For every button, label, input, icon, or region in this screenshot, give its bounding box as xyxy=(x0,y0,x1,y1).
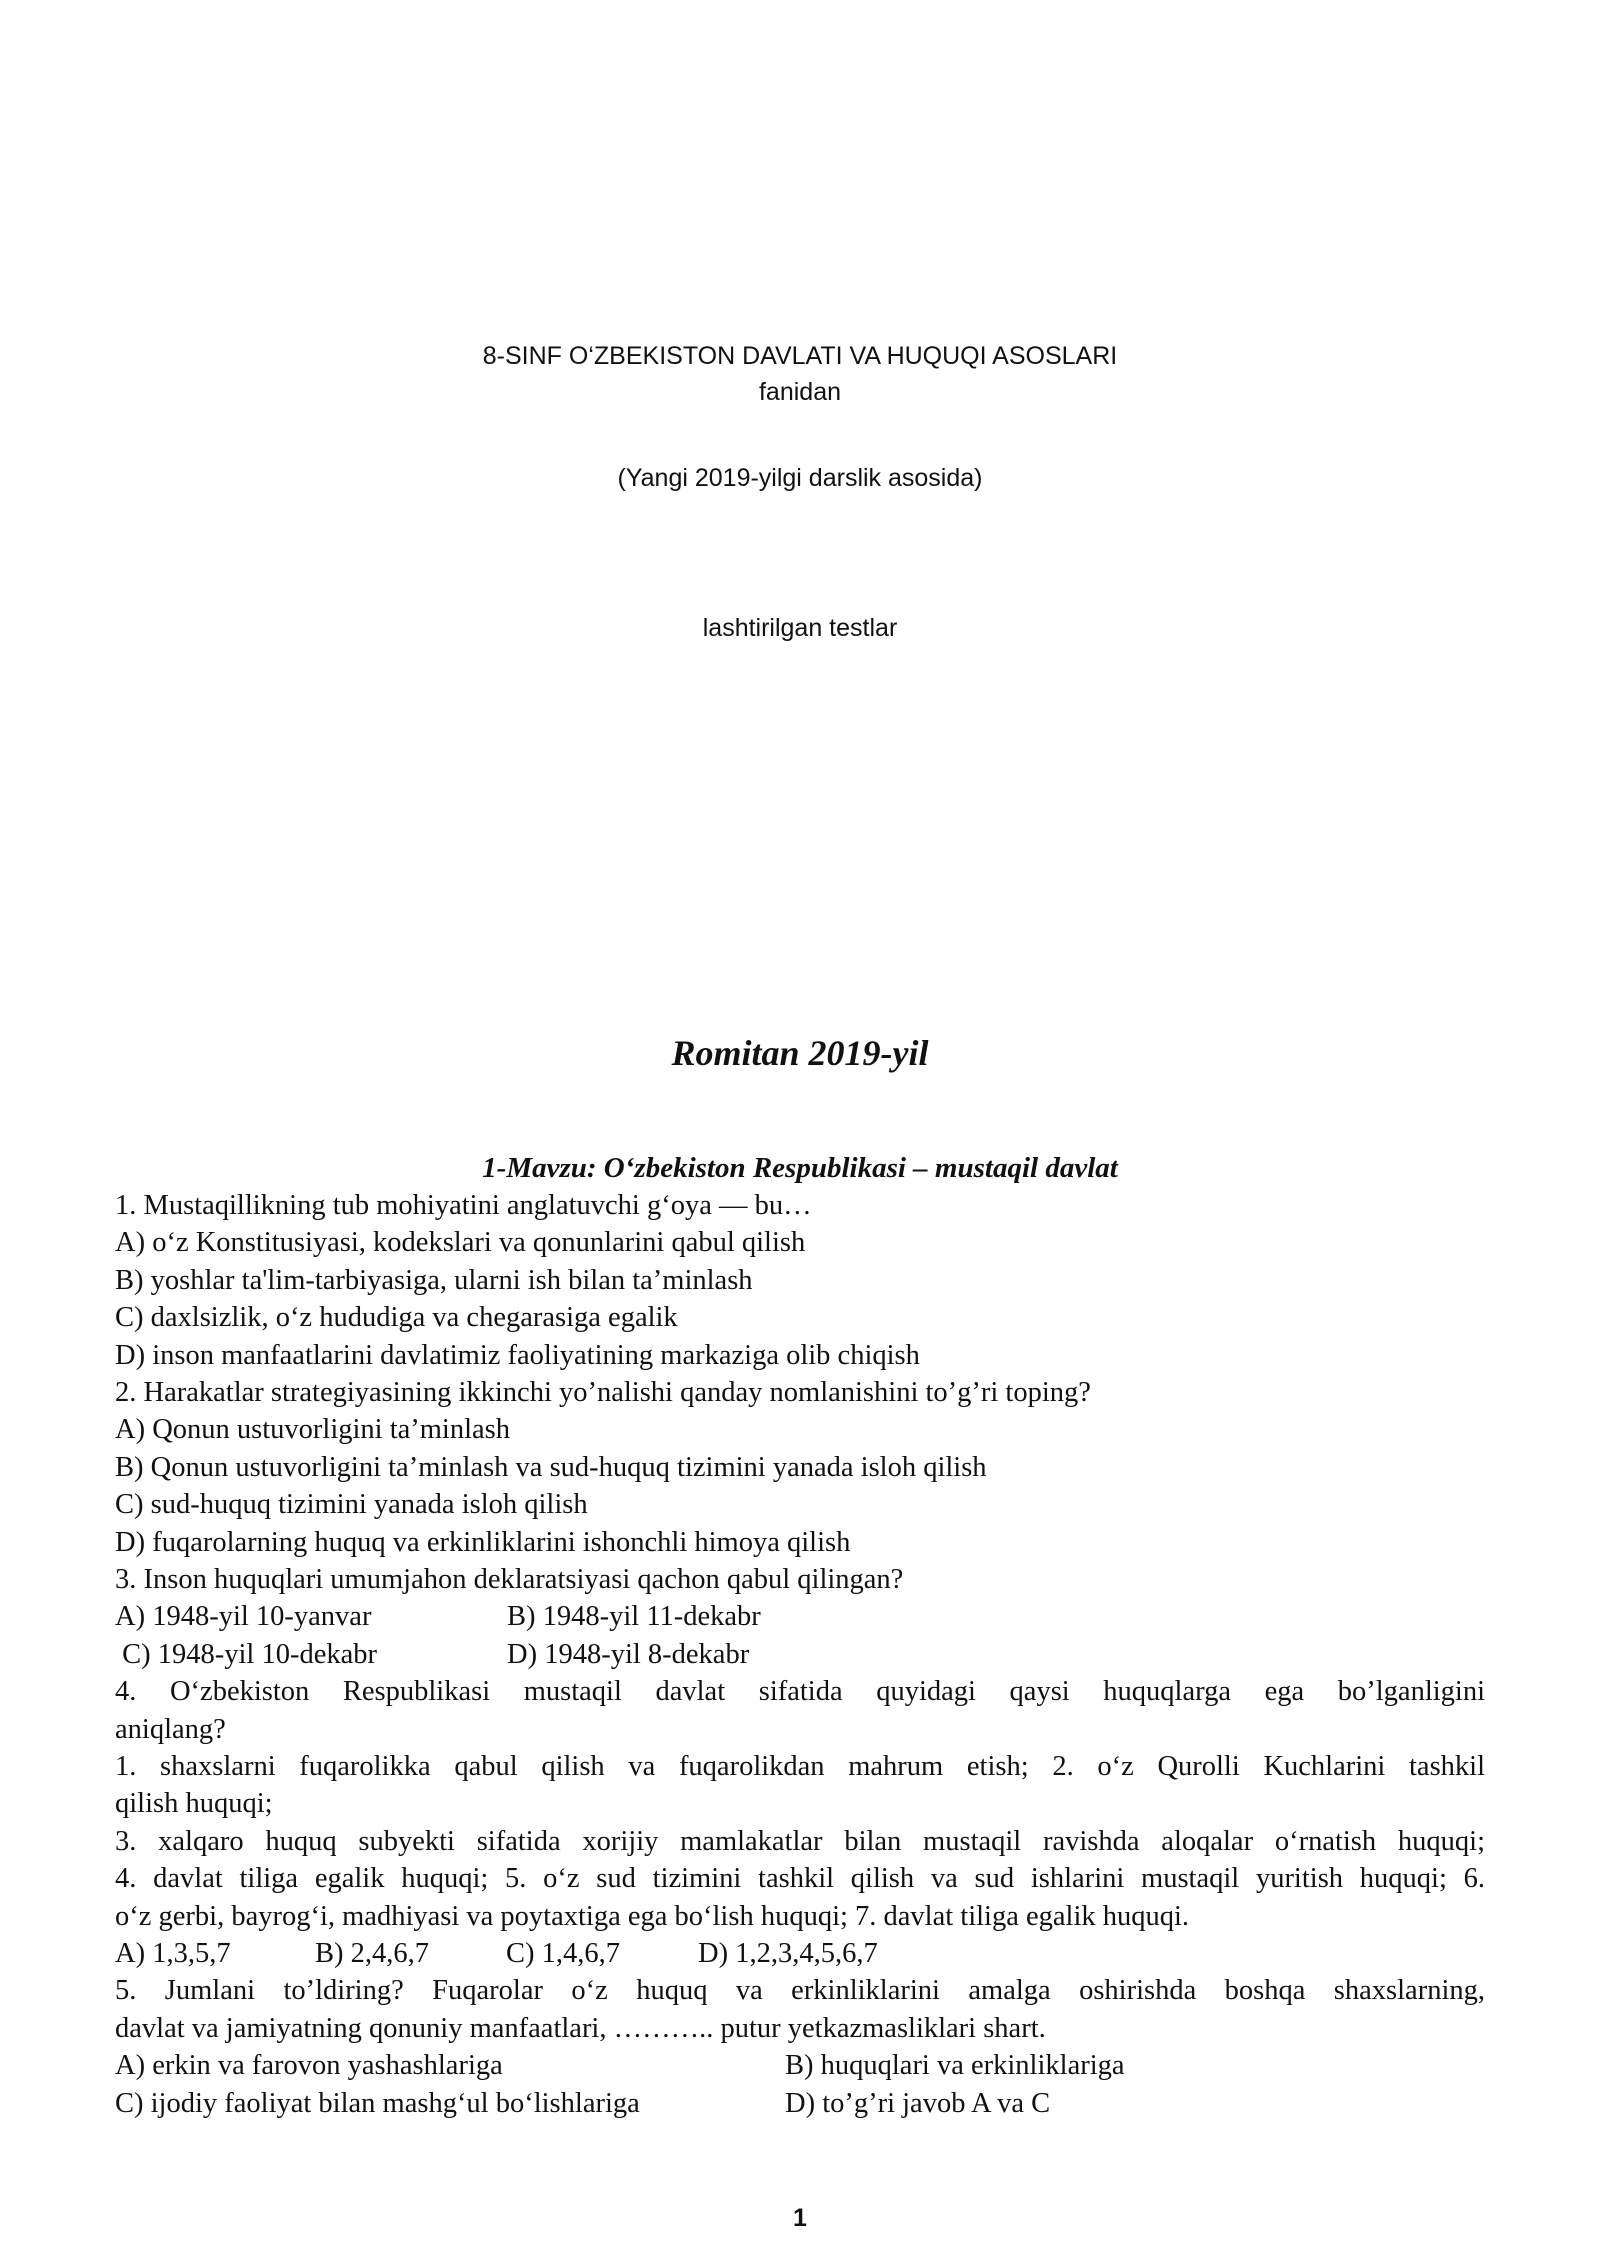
question-4-item-4-line-2: o‘z gerbi, bayrog‘i, madhiyasi va poytaxtiga ega bo‘lish huquqi; 7. davlat tiliga egalik huquqi. xyxy=(115,1900,1190,1932)
place-year-heading: Romitan 2019-yil xyxy=(671,1033,929,1073)
question-4-item-1-line-2: qilish huquqi; xyxy=(115,1788,273,1820)
question-5-option-a: A) erkin va farovon yashashlariga xyxy=(115,2050,503,2082)
document-subtitle: (Yangi 2019-yilgi darslik asosida) xyxy=(617,464,983,492)
document-title: 8-SINF O‘ZBEKISTON DAVLATI VA HUQUQI ASOSLARI xyxy=(482,342,1118,370)
question-5-options-row-2 xyxy=(115,2085,1485,2122)
question-1: 1. Mustaqillikning tub mohiyatini anglatuvchi g‘oya — bu… xyxy=(115,1190,812,1221)
question-4-option-c: C) 1,4,6,7 xyxy=(506,1938,620,1970)
question-1-option-c: C) daxlsizlik, o‘z hududiga va chegarasiga egalik xyxy=(115,1302,678,1334)
topic-title: 1-Mavzu: O‘zbekiston Respublikasi – mustaqil davlat xyxy=(482,1152,1118,1184)
test-body xyxy=(115,1187,1485,2122)
question-2-option-d: D) fuqarolarning huquq va erkinliklarini ishonchli himoya qilish xyxy=(115,1526,851,1558)
question-4-item-3: 3. xalqaro huquq subyekti sifatida xorijiy mamlakatlar bilan mustaqil ravishda aloqalar o‘rnatish huquqi; xyxy=(115,1825,1485,1857)
question-3-option-c: C) 1948-yil 10-dekabr xyxy=(115,1638,377,1670)
question-2: 2. Harakatlar strategiyasining ikkinchi yo’nalishi qanday nomlanishini to’g’ri toping? xyxy=(115,1377,1091,1409)
question-5-line-1: 5. Jumlani to’ldiring? Fuqarolar o‘z huquq va erkinliklarini amalga oshirishda boshqa shaxslarning, xyxy=(115,1975,1485,2007)
question-5-option-d: D) to’g’ri javob A va C xyxy=(785,2087,1051,2119)
question-4-line-2: aniqlang? xyxy=(115,1713,226,1745)
question-4-option-d: D) 1,2,3,4,5,6,7 xyxy=(698,1938,878,1970)
document-label: lashtirilgan testlar xyxy=(702,614,898,642)
question-5-line-2: davlat va jamiyatning qonuniy manfaatlari, ……….. putur yetkazmasliklari shart. xyxy=(115,2012,1046,2044)
question-4-option-b: B) 2,4,6,7 xyxy=(315,1938,429,1970)
question-4-option-a: A) 1,3,5,7 xyxy=(115,1938,231,1970)
question-1-option-b: B) yoshlar ta'lim-tarbiyasiga, ularni ish bilan ta’minlash xyxy=(115,1264,753,1296)
question-5-option-b: B) huquqlari va erkinliklariga xyxy=(785,2050,1125,2082)
question-3-option-b: B) 1948-yil 11-dekabr xyxy=(507,1601,761,1633)
question-4-options-row xyxy=(115,1935,1485,1972)
page-number: 1 xyxy=(793,2204,807,2232)
question-3: 3. Inson huquqlari umumjahon deklaratsiyasi qachon qabul qilingan? xyxy=(115,1564,904,1596)
question-4-item-4-line-1: 4. davlat tiliga egalik huquqi; 5. o‘z sud tizimini tashkil qilish va sud ishlarini mustaqil yuritish huquqi; 6. xyxy=(115,1863,1485,1895)
question-2-option-c: C) sud-huquq tizimini yanada isloh qilish xyxy=(115,1489,588,1521)
question-3-option-a: A) 1948-yil 10-yanvar xyxy=(115,1601,372,1633)
question-3-option-d: D) 1948-yil 8-dekabr xyxy=(507,1638,750,1670)
question-5-options-row-1 xyxy=(115,2047,1485,2084)
question-2-option-b: B) Qonun ustuvorligini ta’minlash va sud-huquq tizimini yanada isloh qilish xyxy=(115,1451,987,1483)
question-1-option-a: A) o‘z Konstitusiyasi, kodekslari va qonunlarini qabul qilish xyxy=(115,1227,806,1259)
question-3-options-row-2 xyxy=(115,1636,1485,1673)
document-title-subject: fanidan xyxy=(758,378,842,406)
question-1-option-d: D) inson manfaatlarini davlatimiz faoliyatining markaziga olib chiqish xyxy=(115,1339,920,1371)
question-3-options-row-1 xyxy=(115,1598,1485,1635)
question-4-line-1: 4. O‘zbekiston Respublikasi mustaqil davlat sifatida quyidagi qaysi huquqlarga ega bo’lganligini xyxy=(115,1676,1485,1708)
question-5-option-c: C) ijodiy faoliyat bilan mashg‘ul bo‘lishlariga xyxy=(115,2087,640,2119)
question-4-item-1-line-1: 1. shaxslarni fuqarolikka qabul qilish va fuqarolikdan mahrum etish; 2. o‘z Qurolli Kuchlarini tashkil xyxy=(115,1751,1485,1783)
question-2-option-a: A) Qonun ustuvorligini ta’minlash xyxy=(115,1414,511,1446)
